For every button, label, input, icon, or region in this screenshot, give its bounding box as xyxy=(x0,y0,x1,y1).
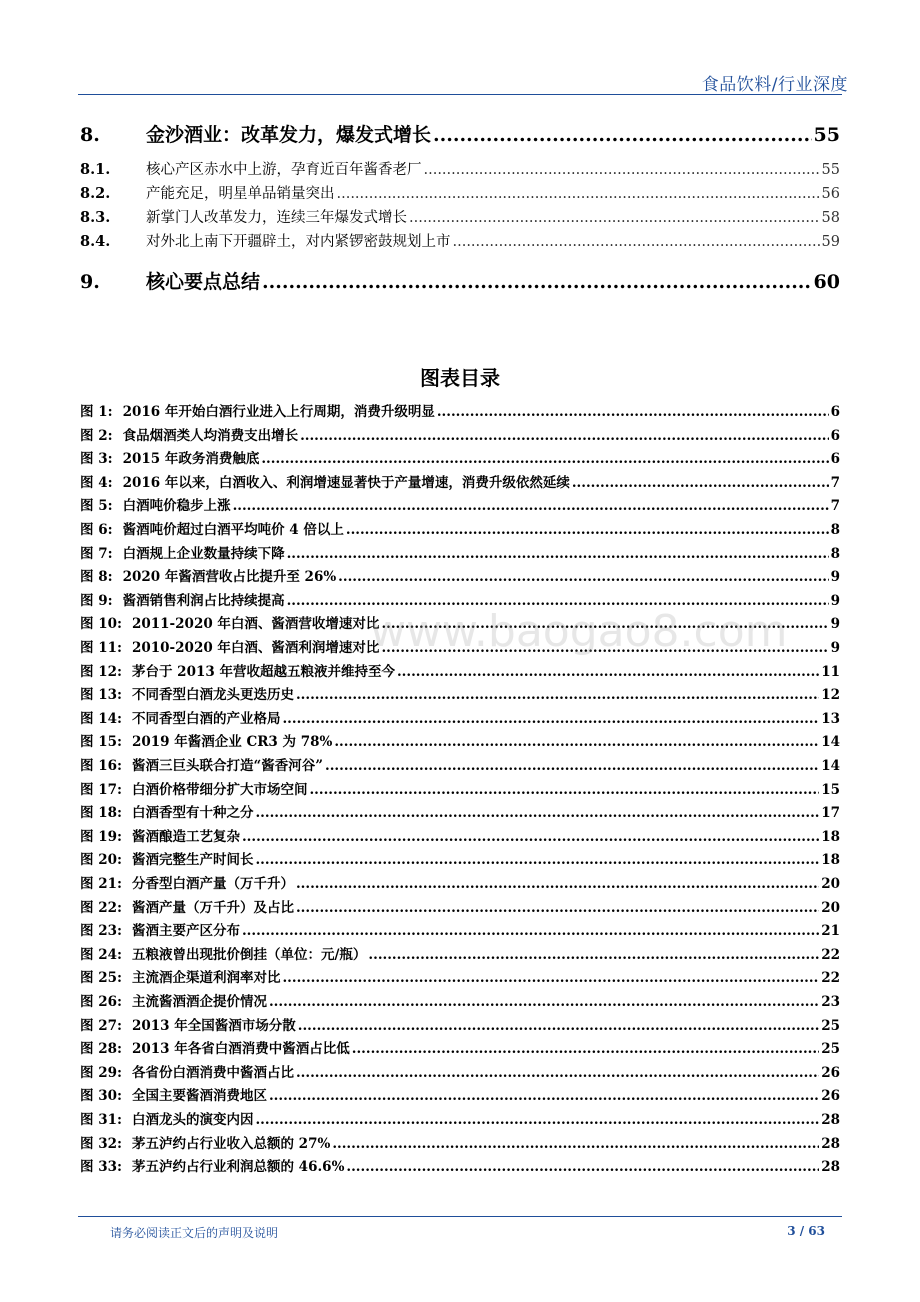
figure-dot-leader xyxy=(261,451,828,467)
figure-entry-label: 图 23: xyxy=(80,923,122,939)
footer-divider xyxy=(78,1216,842,1217)
toc-dot-leader xyxy=(409,210,820,226)
figure-entry-label: 图 9: xyxy=(80,593,113,609)
figure-entry-page: 14 xyxy=(821,758,840,774)
figure-dot-leader xyxy=(309,782,819,798)
figure-entry-label: 图 31: xyxy=(80,1112,122,1128)
toc-entry-title: 金沙酒业：改革发力，爆发式增长 xyxy=(146,124,432,146)
figure-dot-leader xyxy=(242,829,819,845)
figure-entry-title: 酱酒三巨头联合打造“酱香河谷” xyxy=(131,758,324,774)
toc-entry-page: 58 xyxy=(821,210,840,226)
figure-entry-page: 14 xyxy=(821,734,840,750)
report-category-title: 食品饮料/行业深度 xyxy=(701,75,848,95)
figure-entry-label: 图 5: xyxy=(80,498,113,514)
figure-dot-leader xyxy=(334,734,819,750)
figure-entry-label: 图 26: xyxy=(80,994,122,1010)
figure-entry-label: 图 11: xyxy=(80,640,122,656)
figure-entry-title: 主流酒企渠道利润率对比 xyxy=(131,970,281,986)
figures-heading: 图表目录 xyxy=(420,366,500,390)
figure-dot-leader xyxy=(282,711,819,727)
figure-entry-page: 20 xyxy=(821,876,840,892)
toc-dot-leader xyxy=(262,271,812,293)
figure-entry-page: 25 xyxy=(821,1041,840,1057)
figure-dot-leader xyxy=(298,1018,819,1034)
figure-entry-title: 酱酒酿造工艺复杂 xyxy=(131,829,240,845)
figure-entry-page: 9 xyxy=(830,593,840,609)
figure-entry[interactable] xyxy=(80,872,840,892)
figure-dot-leader xyxy=(325,758,819,774)
figure-dot-leader xyxy=(269,994,819,1010)
figure-entry-title: 分香型白酒产量（万千升） xyxy=(131,876,294,892)
toc-entry-number: 8.4. xyxy=(80,233,111,250)
figure-dot-leader xyxy=(397,664,819,680)
figure-entry-title: 主流酱酒酒企提价情况 xyxy=(131,994,267,1010)
figure-dot-leader xyxy=(352,1041,819,1057)
figure-entry-title: 全国主要酱酒消费地区 xyxy=(131,1088,267,1104)
header-divider xyxy=(78,94,842,95)
figure-entry-label: 图 12: xyxy=(80,664,122,680)
figure-entry-page: 7 xyxy=(830,498,840,514)
figure-entry-title: 白酒香型有十种之分 xyxy=(131,805,254,821)
figure-entry-label: 图 27: xyxy=(80,1018,122,1034)
figure-entry-title: 不同香型白酒龙头更迭历史 xyxy=(131,687,294,703)
watermark: www.baogao8.com xyxy=(370,606,788,657)
figure-entry-page: 8 xyxy=(830,522,840,538)
figure-entry[interactable] xyxy=(80,966,840,986)
toc-entry-number: 8.2. xyxy=(80,185,111,202)
figure-entry[interactable] xyxy=(80,778,840,798)
figure-dot-leader xyxy=(437,404,829,420)
figure-entry-title: 茅五泸约占行业收入总额的 27% xyxy=(131,1136,331,1152)
figure-entry-label: 图 14: xyxy=(80,711,122,727)
toc-entry[interactable] xyxy=(80,206,840,227)
footer-disclaimer: 请务必阅读正文后的声明及说明 xyxy=(110,1226,279,1240)
figure-entry[interactable] xyxy=(80,825,840,845)
figure-entry[interactable] xyxy=(80,919,840,939)
figure-entry-label: 图 22: xyxy=(80,900,122,916)
figure-entry-label: 图 6: xyxy=(80,522,113,538)
figure-entry-page: 26 xyxy=(821,1065,840,1081)
figure-entry-title: 酱酒吨价超过白酒平均吨价 4 倍以上 xyxy=(122,522,344,538)
figure-entry-label: 图 1: xyxy=(80,404,113,420)
figure-entry-page: 22 xyxy=(821,947,840,963)
figure-entry[interactable] xyxy=(80,683,840,703)
figure-entry[interactable] xyxy=(80,424,840,444)
toc-entry-title: 核心要点总结 xyxy=(146,271,261,293)
figure-entry-label: 图 8: xyxy=(80,569,113,585)
figure-entry-page: 25 xyxy=(821,1018,840,1034)
toc-dot-leader xyxy=(453,234,820,250)
figure-entry[interactable] xyxy=(80,943,840,963)
figure-entry-page: 20 xyxy=(821,900,840,916)
figure-dot-leader xyxy=(346,1159,819,1175)
toc-entry[interactable] xyxy=(80,182,840,203)
figure-entry-page: 15 xyxy=(821,782,840,798)
figure-entry[interactable] xyxy=(80,471,840,491)
figure-entry[interactable] xyxy=(80,1014,840,1034)
figure-dot-leader xyxy=(346,522,829,538)
figure-dot-leader xyxy=(296,1065,819,1081)
figure-entry-page: 8 xyxy=(830,546,840,562)
figure-entry-page: 21 xyxy=(821,923,840,939)
figure-dot-leader xyxy=(296,900,819,916)
toc-entry-title: 产能充足，明星单品销量突出 xyxy=(146,186,335,202)
figure-entry[interactable] xyxy=(80,1061,840,1081)
figure-entry-page: 12 xyxy=(821,687,840,703)
figure-entry-label: 图 33: xyxy=(80,1159,122,1175)
figure-entry-page: 9 xyxy=(830,569,840,585)
figure-entry-label: 图 29: xyxy=(80,1065,122,1081)
figure-entry-label: 图 24: xyxy=(80,947,122,963)
figure-entry-title: 酱酒销售利润占比持续提高 xyxy=(122,593,285,609)
figure-entry-label: 图 17: xyxy=(80,782,122,798)
figure-entry-page: 17 xyxy=(821,805,840,821)
toc-entry[interactable] xyxy=(80,267,840,294)
figure-dot-leader xyxy=(338,569,828,585)
figure-entry-label: 图 16: xyxy=(80,758,122,774)
toc-entry-page: 55 xyxy=(821,162,840,178)
figure-dot-leader xyxy=(296,876,819,892)
toc-dot-leader xyxy=(433,124,812,146)
figure-entry-label: 图 30: xyxy=(80,1088,122,1104)
figure-dot-leader xyxy=(282,970,819,986)
figure-dot-leader xyxy=(255,1112,819,1128)
figure-dot-leader xyxy=(332,1136,819,1152)
figure-entry-page: 28 xyxy=(821,1159,840,1175)
toc-entry-title: 核心产区赤水中上游，孕育近百年酱香老厂 xyxy=(146,162,422,178)
figure-entry-title: 五粮液曾出现批价倒挂（单位：元/瓶） xyxy=(131,947,367,963)
figure-entry-title: 酱酒完整生产时间长 xyxy=(131,852,254,868)
figure-entry[interactable] xyxy=(80,1084,840,1104)
figure-entry-title: 茅五泸约占行业利润总额的 46.6% xyxy=(131,1159,345,1175)
toc-entry-title: 对外北上南下开疆辟土，对内紧锣密鼓规划上市 xyxy=(146,234,451,250)
figure-entry-page: 9 xyxy=(830,616,840,632)
figure-entry-title: 白酒龙头的演变内因 xyxy=(131,1112,254,1128)
toc-entry-number: 8. xyxy=(80,124,100,146)
toc-entry-page: 60 xyxy=(813,271,840,293)
figure-entry-title: 酱酒主要产区分布 xyxy=(131,923,240,939)
figure-entry-title: 酱酒产量（万千升）及占比 xyxy=(131,900,294,916)
figure-entry[interactable] xyxy=(80,1037,840,1057)
figure-entry[interactable] xyxy=(80,447,840,467)
figure-entry-title: 2016 年开始白酒行业进入上行周期，消费升级明显 xyxy=(122,404,435,420)
figure-entry-page: 18 xyxy=(821,852,840,868)
figure-entry-page: 11 xyxy=(821,664,840,680)
toc-entry-page: 55 xyxy=(813,124,840,146)
toc-entry-number: 8.3. xyxy=(80,209,111,226)
figure-entry-page: 26 xyxy=(821,1088,840,1104)
figure-entry[interactable] xyxy=(80,754,840,774)
figure-entry-label: 图 10: xyxy=(80,616,122,632)
figure-entry-title: 白酒价格带细分扩大市场空间 xyxy=(131,782,308,798)
figure-entry-title: 2013 年全国酱酒市场分散 xyxy=(131,1018,296,1034)
figure-dot-leader xyxy=(255,805,819,821)
toc-entry-number: 8.1. xyxy=(80,161,111,178)
figure-entry-label: 图 2: xyxy=(80,428,113,444)
figure-dot-leader xyxy=(233,498,829,514)
toc-entry-page: 59 xyxy=(821,234,840,250)
figure-entry-page: 13 xyxy=(821,711,840,727)
figure-entry-label: 图 19: xyxy=(80,829,122,845)
figure-entry-label: 图 20: xyxy=(80,852,122,868)
figure-entry-title: 2016 年以来，白酒收入、利润增速显著快于产量增速，消费升级依然延续 xyxy=(122,475,570,491)
figure-entry-title: 2015 年政务消费触底 xyxy=(122,451,260,467)
figure-entry-title: 2019 年酱酒企业 CR3 为 78% xyxy=(131,734,333,750)
figure-dot-leader xyxy=(269,1088,819,1104)
toc-entry-number: 9. xyxy=(80,271,100,293)
figure-entry-title: 不同香型白酒的产业格局 xyxy=(131,711,281,727)
figure-entry[interactable] xyxy=(80,707,840,727)
toc-entry[interactable] xyxy=(80,158,840,179)
toc-entry-title: 新掌门人改革发力，连续三年爆发式增长 xyxy=(146,210,407,226)
figure-entry[interactable] xyxy=(80,494,840,514)
toc-dot-leader xyxy=(337,186,820,202)
figure-entry-page: 9 xyxy=(830,640,840,656)
figure-dot-leader xyxy=(287,546,829,562)
figure-dot-leader xyxy=(572,475,829,491)
figure-entry-page: 28 xyxy=(821,1112,840,1128)
toc-entry-page: 56 xyxy=(821,186,840,202)
figure-entry-label: 图 4: xyxy=(80,475,113,491)
figure-entry-page: 28 xyxy=(821,1136,840,1152)
figure-dot-leader xyxy=(296,687,819,703)
figure-entry-page: 6 xyxy=(830,451,840,467)
figure-entry-page: 18 xyxy=(821,829,840,845)
figure-entry-title: 茅台于 2013 年营收超越五粮液并维持至今 xyxy=(131,664,395,680)
figure-entry-page: 22 xyxy=(821,970,840,986)
figure-entry-page: 6 xyxy=(830,404,840,420)
figure-entry-label: 图 18: xyxy=(80,805,122,821)
toc-entry[interactable] xyxy=(80,120,840,147)
figure-entry-page: 23 xyxy=(821,994,840,1010)
figure-entry[interactable] xyxy=(80,801,840,821)
toc-dot-leader xyxy=(424,162,820,178)
figure-entry[interactable] xyxy=(80,1108,840,1128)
figure-entry[interactable] xyxy=(80,848,840,868)
figure-entry-label: 图 7: xyxy=(80,546,113,562)
figure-entry-title: 2013 年各省白酒消费中酱酒占比低 xyxy=(131,1041,350,1057)
figure-entry-label: 图 28: xyxy=(80,1041,122,1057)
figure-entry[interactable] xyxy=(80,542,840,562)
figure-dot-leader xyxy=(242,923,819,939)
figure-entry-title: 2011-2020 年白酒、酱酒营收增速对比 xyxy=(131,616,380,632)
figure-entry[interactable] xyxy=(80,400,840,420)
figure-entry-title: 各省份白酒消费中酱酒占比 xyxy=(131,1065,294,1081)
figure-entry[interactable] xyxy=(80,896,840,916)
figure-entry[interactable] xyxy=(80,660,840,680)
figure-entry-page: 6 xyxy=(830,428,840,444)
figure-entry-title: 白酒规上企业数量持续下降 xyxy=(122,546,285,562)
figure-entry[interactable] xyxy=(80,1132,840,1152)
figure-entry[interactable] xyxy=(80,990,840,1010)
figure-entry-label: 图 32: xyxy=(80,1136,122,1152)
figure-entry-label: 图 13: xyxy=(80,687,122,703)
figure-entry-title: 食品烟酒类人均消费支出增长 xyxy=(122,428,299,444)
toc-entry[interactable] xyxy=(80,230,840,251)
figure-entry[interactable] xyxy=(80,730,840,750)
figure-entry-label: 图 21: xyxy=(80,876,122,892)
figure-dot-leader xyxy=(255,852,819,868)
figure-entry[interactable] xyxy=(80,565,840,585)
figure-dot-leader xyxy=(300,428,829,444)
page-number: 3 / 63 xyxy=(787,1224,825,1238)
figure-entry-label: 图 15: xyxy=(80,734,122,750)
figure-entry-page: 7 xyxy=(830,475,840,491)
figure-entry-label: 图 25: xyxy=(80,970,122,986)
figure-entry-label: 图 3: xyxy=(80,451,113,467)
figure-entry-title: 白酒吨价稳步上涨 xyxy=(122,498,231,514)
figure-entry[interactable] xyxy=(80,1155,840,1175)
figure-entry[interactable] xyxy=(80,518,840,538)
figure-dot-leader xyxy=(368,947,819,963)
figure-entry-title: 2020 年酱酒营收占比提升至 26% xyxy=(122,569,337,585)
figure-entry-title: 2010-2020 年白酒、酱酒利润增速对比 xyxy=(131,640,380,656)
